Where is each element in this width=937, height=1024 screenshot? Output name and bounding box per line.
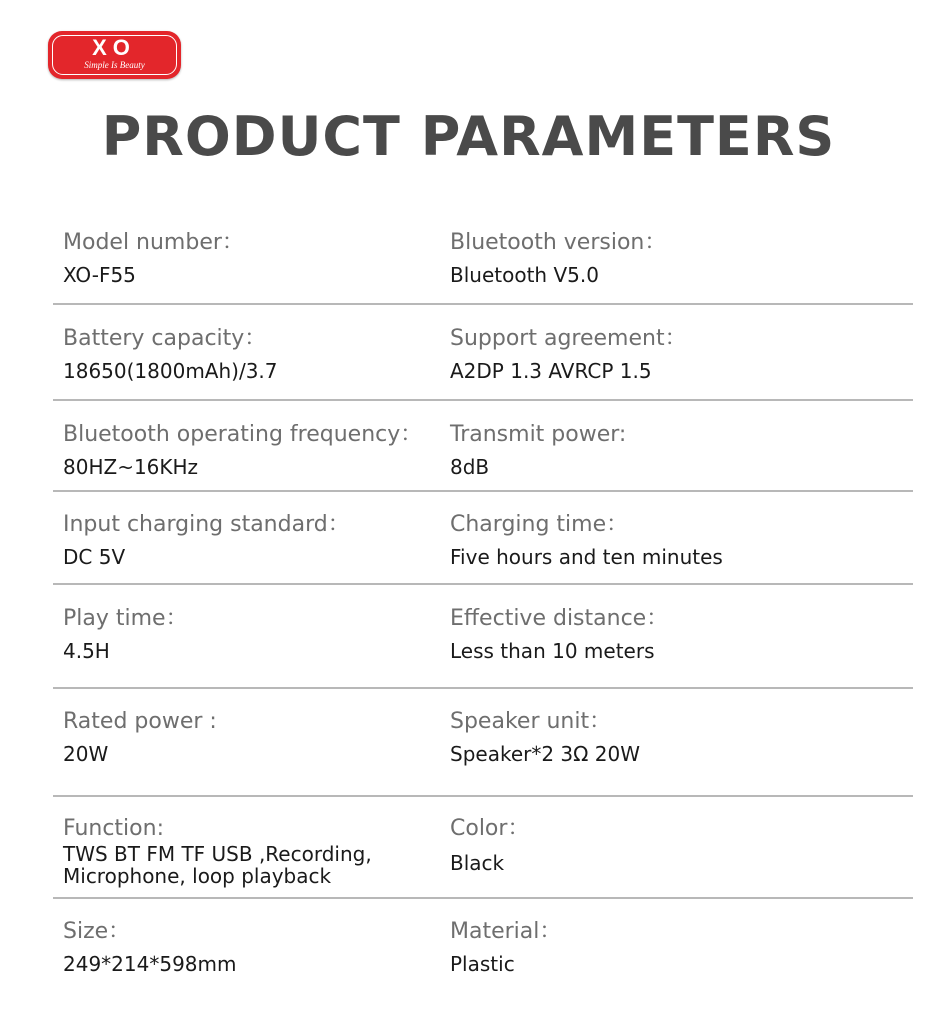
param-value: 4.5H (63, 639, 110, 663)
row-divider (53, 795, 913, 797)
param-value-line: TWS BT FM TF USB ,Recording, (63, 842, 372, 866)
param-bluetooth-version (450, 229, 910, 287)
param-value: 20W (63, 742, 109, 766)
page-title: PRODUCT PARAMETERS (101, 105, 836, 168)
param-model-number (63, 229, 443, 287)
param-play-time (63, 605, 443, 663)
param-value: Black (450, 851, 505, 875)
row-divider (53, 399, 913, 401)
row-divider (53, 687, 913, 689)
param-transmit-power (450, 421, 910, 479)
param-operating-frequency (63, 421, 443, 479)
param-value: 249*214*598mm (63, 952, 237, 976)
param-rated-power (63, 708, 443, 766)
param-value: Five hours and ten minutes (450, 545, 723, 569)
row-divider (53, 490, 913, 492)
param-value-line: Microphone, loop playback (63, 864, 332, 888)
param-speaker-unit (450, 708, 910, 766)
param-label: Function: (63, 816, 164, 841)
param-value: XO-F55 (63, 263, 136, 287)
param-label: Model number： (63, 230, 244, 255)
param-label: Size： (63, 919, 131, 944)
param-label: Rated power : (63, 709, 217, 734)
param-value: Speaker*2 3Ω 20W (450, 742, 641, 766)
param-label: Bluetooth operating frequency： (63, 422, 423, 447)
param-label: Bluetooth version： (450, 230, 667, 255)
param-support-agreement (450, 325, 910, 383)
logo-mark: XO (92, 35, 136, 60)
param-size (63, 918, 443, 976)
param-label: Material： (450, 919, 562, 944)
brand-logo (48, 31, 181, 79)
param-label: Color： (450, 816, 530, 841)
param-value: Less than 10 meters (450, 639, 655, 663)
param-label: Input charging standard： (63, 512, 350, 537)
param-color (450, 815, 910, 875)
param-function (63, 815, 443, 887)
row-divider (53, 897, 913, 899)
param-effective-distance (450, 605, 910, 663)
param-label: Speaker unit： (450, 709, 612, 734)
row-divider (53, 303, 913, 305)
param-label: Charging time： (450, 512, 629, 537)
param-label: Effective distance： (450, 606, 669, 631)
param-label: Support agreement： (450, 326, 687, 351)
param-charging-time (450, 511, 910, 569)
param-battery-capacity (63, 325, 443, 383)
row-divider (53, 583, 913, 585)
param-value: Bluetooth V5.0 (450, 263, 599, 287)
param-material (450, 918, 910, 976)
param-value: DC 5V (63, 545, 126, 569)
param-value: Plastic (450, 952, 515, 976)
param-label: Play time： (63, 606, 188, 631)
param-value: 18650(1800mAh)/3.7 (63, 359, 278, 383)
param-label: Battery capacity： (63, 326, 267, 351)
logo-tagline: Simple Is Beauty (84, 60, 145, 70)
param-value: 8dB (450, 455, 490, 479)
param-value: A2DP 1.3 AVRCP 1.5 (450, 359, 652, 383)
param-value: 80HZ~16KHz (63, 455, 199, 479)
param-input-charging (63, 511, 443, 569)
param-label: Transmit power: (450, 422, 627, 447)
